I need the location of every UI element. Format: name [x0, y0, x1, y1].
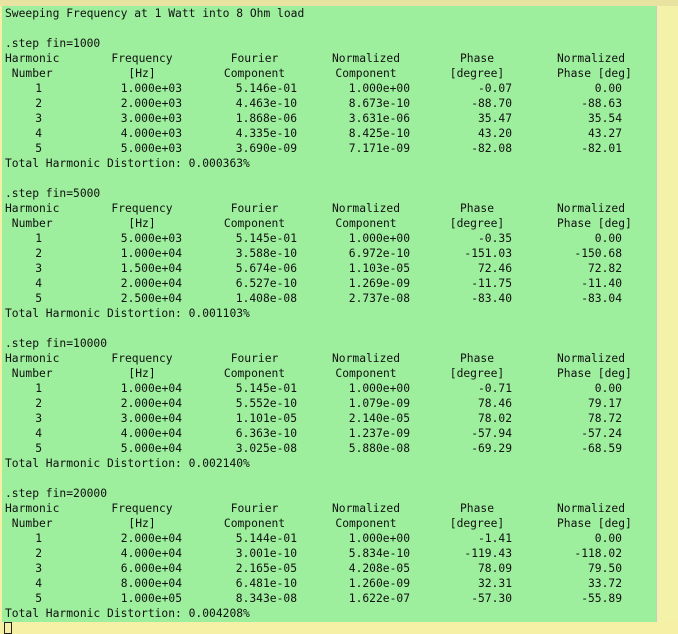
step-label: .step fin=10000	[5, 337, 108, 350]
column-header: Normalized	[331, 502, 400, 515]
normalized-phase-cell: 79.50	[587, 562, 622, 575]
frequency-cell: 2.500e+04	[120, 292, 182, 305]
column-header: Phase	[459, 202, 494, 215]
column-header: Frequency	[111, 352, 173, 365]
phase-cell: 35.47	[477, 112, 512, 125]
column-header: [degree]	[449, 517, 505, 530]
phase-cell: -11.75	[471, 277, 512, 290]
fourier-component-cell: 6.363e-10	[235, 427, 297, 440]
phase-cell: 43.20	[477, 127, 512, 140]
frequency-cell: 2.000e+04	[120, 277, 182, 290]
fourier-component-cell: 8.343e-08	[235, 592, 297, 605]
harmonic-number-cell: 4	[35, 427, 42, 440]
phase-cell: -0.71	[477, 382, 512, 395]
normalized-phase-cell: -88.63	[581, 97, 622, 110]
column-header: Phase	[459, 52, 494, 65]
normalized-component-cell: 1.079e-09	[348, 397, 410, 410]
normalized-component-cell: 1.260e-09	[348, 577, 410, 590]
normalized-component-cell: 1.000e+00	[348, 532, 410, 545]
phase-cell: -57.30	[471, 592, 512, 605]
frequency-cell: 1.000e+04	[120, 382, 182, 395]
normalized-component-cell: 4.208e-05	[348, 562, 410, 575]
frequency-cell: 1.000e+04	[120, 247, 182, 260]
total-harmonic-distortion: Total Harmonic Distortion: 0.000363%	[5, 157, 250, 170]
harmonic-number-cell: 1	[35, 82, 42, 95]
column-header: Fourier	[230, 202, 279, 215]
output-title: Sweeping Frequency at 1 Watt into 8 Ohm load	[5, 7, 305, 20]
column-header: Normalized	[557, 52, 626, 65]
phase-cell: -82.08	[471, 142, 512, 155]
fourier-component-cell: 5.674e-06	[235, 262, 297, 275]
fourier-component-cell: 3.690e-09	[235, 142, 297, 155]
normalized-component-cell: 3.631e-06	[348, 112, 410, 125]
normalized-phase-cell: -57.24	[581, 427, 622, 440]
column-header: [degree]	[449, 67, 505, 80]
column-header: Phase [deg]	[557, 67, 632, 80]
column-header: Frequency	[111, 52, 173, 65]
normalized-phase-cell: -55.89	[581, 592, 622, 605]
normalized-phase-cell: 72.82	[587, 262, 622, 275]
frequency-cell: 4.000e+04	[120, 427, 182, 440]
column-header: Component	[223, 217, 286, 230]
normalized-component-cell: 1.237e-09	[348, 427, 410, 440]
column-header: Normalized	[557, 352, 626, 365]
phase-cell: -0.35	[477, 232, 512, 245]
fourier-component-cell: 1.101e-05	[235, 412, 297, 425]
harmonic-number-cell: 3	[35, 412, 42, 425]
column-header: Harmonic	[5, 502, 60, 515]
column-header: Normalized	[557, 202, 626, 215]
fourier-component-cell: 6.527e-10	[235, 277, 297, 290]
harmonic-number-cell: 2	[35, 547, 42, 560]
column-header: Phase [deg]	[557, 217, 632, 230]
normalized-component-cell: 2.140e-05	[348, 412, 410, 425]
normalized-component-cell: 1.269e-09	[348, 277, 410, 290]
normalized-phase-cell: 0.00	[594, 382, 622, 395]
frequency-cell: 3.000e+03	[120, 112, 182, 125]
fourier-component-cell: 6.481e-10	[235, 577, 297, 590]
column-header: Component	[335, 67, 397, 80]
column-header: Component	[223, 67, 286, 80]
fourier-component-cell: 5.144e-01	[235, 532, 297, 545]
phase-cell: 78.46	[477, 397, 512, 410]
harmonic-number-cell: 3	[35, 562, 42, 575]
fourier-component-cell: 5.146e-01	[235, 82, 297, 95]
column-header: Fourier	[230, 352, 279, 365]
phase-cell: -119.43	[464, 547, 512, 560]
normalized-phase-cell: 78.72	[587, 412, 622, 425]
harmonic-number-cell: 4	[35, 127, 42, 140]
frequency-cell: 8.000e+04	[120, 577, 182, 590]
column-header: Normalized	[331, 352, 400, 365]
frequency-cell: 5.000e+04	[120, 442, 182, 455]
fourier-component-cell: 1.868e-06	[235, 112, 297, 125]
column-header: Normalized	[331, 202, 400, 215]
normalized-phase-cell: -68.59	[581, 442, 622, 455]
harmonic-number-cell: 4	[35, 577, 42, 590]
column-header: Number	[5, 367, 53, 380]
harmonic-number-cell: 5	[35, 442, 42, 455]
phase-cell: -151.03	[464, 247, 512, 260]
phase-cell: 78.02	[477, 412, 512, 425]
command-line[interactable]	[0, 622, 678, 633]
column-header: Number	[5, 67, 53, 80]
total-harmonic-distortion: Total Harmonic Distortion: 0.002140%	[5, 457, 250, 470]
frequency-cell: 5.000e+03	[120, 232, 182, 245]
phase-cell: -57.94	[471, 427, 512, 440]
column-header: Phase [deg]	[557, 367, 632, 380]
scrollbar[interactable]	[657, 6, 678, 622]
fourier-component-cell: 5.145e-01	[235, 382, 297, 395]
normalized-component-cell: 1.622e-07	[348, 592, 410, 605]
fourier-component-cell: 2.165e-05	[235, 562, 297, 575]
column-header: Number	[5, 517, 53, 530]
column-header: [Hz]	[128, 217, 156, 230]
harmonic-number-cell: 1	[35, 232, 42, 245]
fourier-component-cell: 3.588e-10	[235, 247, 297, 260]
frequency-cell: 4.000e+04	[120, 547, 182, 560]
normalized-component-cell: 6.972e-10	[348, 247, 410, 260]
fourier-component-cell: 3.025e-08	[235, 442, 297, 455]
frequency-cell: 5.000e+03	[120, 142, 182, 155]
harmonic-number-cell: 5	[35, 292, 42, 305]
phase-cell: -88.70	[471, 97, 512, 110]
harmonic-number-cell: 5	[35, 142, 42, 155]
normalized-phase-cell: 0.00	[594, 82, 622, 95]
text-cursor	[4, 622, 12, 634]
fourier-component-cell: 1.408e-08	[235, 292, 297, 305]
column-header: Harmonic	[5, 202, 60, 215]
column-header: Normalized	[331, 52, 400, 65]
phase-cell: -1.41	[477, 532, 512, 545]
normalized-phase-cell: 43.27	[587, 127, 622, 140]
harmonic-number-cell: 4	[35, 277, 42, 290]
frequency-cell: 1.000e+03	[120, 82, 182, 95]
normalized-phase-cell: -82.01	[581, 142, 622, 155]
normalized-phase-cell: 35.54	[587, 112, 622, 125]
normalized-component-cell: 1.000e+00	[348, 82, 410, 95]
normalized-phase-cell: 0.00	[594, 232, 622, 245]
normalized-component-cell: 1.000e+00	[348, 232, 410, 245]
column-header: [degree]	[449, 367, 505, 380]
column-header: [Hz]	[128, 67, 156, 80]
harmonic-number-cell: 1	[35, 532, 42, 545]
frequency-cell: 1.500e+04	[120, 262, 182, 275]
normalized-phase-cell: -11.40	[581, 277, 622, 290]
normalized-component-cell: 8.425e-10	[348, 127, 410, 140]
harmonic-number-cell: 2	[35, 97, 42, 110]
phase-cell: 78.09	[477, 562, 512, 575]
column-header: [Hz]	[128, 367, 156, 380]
frequency-cell: 4.000e+03	[120, 127, 182, 140]
step-label: .step fin=1000	[5, 37, 101, 50]
normalized-phase-cell: -83.04	[581, 292, 622, 305]
step-label: .step fin=20000	[5, 487, 108, 500]
fourier-component-cell: 4.463e-10	[235, 97, 297, 110]
frequency-cell: 6.000e+04	[120, 562, 182, 575]
column-header: Harmonic	[5, 52, 60, 65]
total-harmonic-distortion: Total Harmonic Distortion: 0.004208%	[5, 607, 250, 620]
harmonic-number-cell: 3	[35, 112, 42, 125]
frequency-cell: 2.000e+04	[120, 397, 182, 410]
normalized-phase-cell: -150.68	[574, 247, 622, 260]
frequency-cell: 1.000e+05	[120, 592, 182, 605]
step-label: .step fin=5000	[5, 187, 101, 200]
frequency-cell: 3.000e+04	[120, 412, 182, 425]
column-header: Component	[223, 517, 286, 530]
harmonic-number-cell: 5	[35, 592, 42, 605]
column-header: Harmonic	[5, 352, 60, 365]
column-header: Component	[335, 217, 397, 230]
column-header: Frequency	[111, 502, 173, 515]
column-header: [Hz]	[128, 517, 156, 530]
harmonic-number-cell: 1	[35, 382, 42, 395]
normalized-phase-cell: 33.72	[587, 577, 622, 590]
column-header: Phase	[459, 352, 494, 365]
normalized-component-cell: 1.000e+00	[348, 382, 410, 395]
phase-cell: -83.40	[471, 292, 512, 305]
normalized-phase-cell: -118.02	[574, 547, 622, 560]
harmonic-number-cell: 2	[35, 247, 42, 260]
fourier-component-cell: 5.552e-10	[235, 397, 297, 410]
normalized-component-cell: 7.171e-09	[348, 142, 410, 155]
fourier-output-panel[interactable]	[2, 6, 657, 622]
phase-cell: -69.29	[471, 442, 512, 455]
frequency-cell: 2.000e+04	[120, 532, 182, 545]
frequency-cell: 2.000e+03	[120, 97, 182, 110]
fourier-component-cell: 3.001e-10	[235, 547, 297, 560]
total-harmonic-distortion: Total Harmonic Distortion: 0.001103%	[5, 307, 250, 320]
normalized-component-cell: 1.103e-05	[348, 262, 410, 275]
column-header: Phase	[459, 502, 494, 515]
normalized-phase-cell: 0.00	[594, 532, 622, 545]
normalized-component-cell: 2.737e-08	[348, 292, 410, 305]
column-header: Fourier	[230, 502, 279, 515]
phase-cell: 32.31	[477, 577, 512, 590]
column-header: Component	[335, 367, 397, 380]
column-header: Phase [deg]	[557, 517, 632, 530]
column-header: Frequency	[111, 202, 173, 215]
normalized-component-cell: 5.834e-10	[348, 547, 410, 560]
normalized-component-cell: 5.880e-08	[348, 442, 410, 455]
fourier-component-cell: 5.145e-01	[235, 232, 297, 245]
column-header: Component	[335, 517, 397, 530]
normalized-component-cell: 8.673e-10	[348, 97, 410, 110]
column-header: Normalized	[557, 502, 626, 515]
phase-cell: -0.07	[477, 82, 512, 95]
phase-cell: 72.46	[477, 262, 512, 275]
harmonic-number-cell: 2	[35, 397, 42, 410]
column-header: [degree]	[449, 217, 505, 230]
column-header: Fourier	[230, 52, 279, 65]
fourier-component-cell: 4.335e-10	[235, 127, 297, 140]
normalized-phase-cell: 79.17	[587, 397, 622, 410]
column-header: Component	[223, 367, 286, 380]
column-header: Number	[5, 217, 53, 230]
harmonic-number-cell: 3	[35, 262, 42, 275]
